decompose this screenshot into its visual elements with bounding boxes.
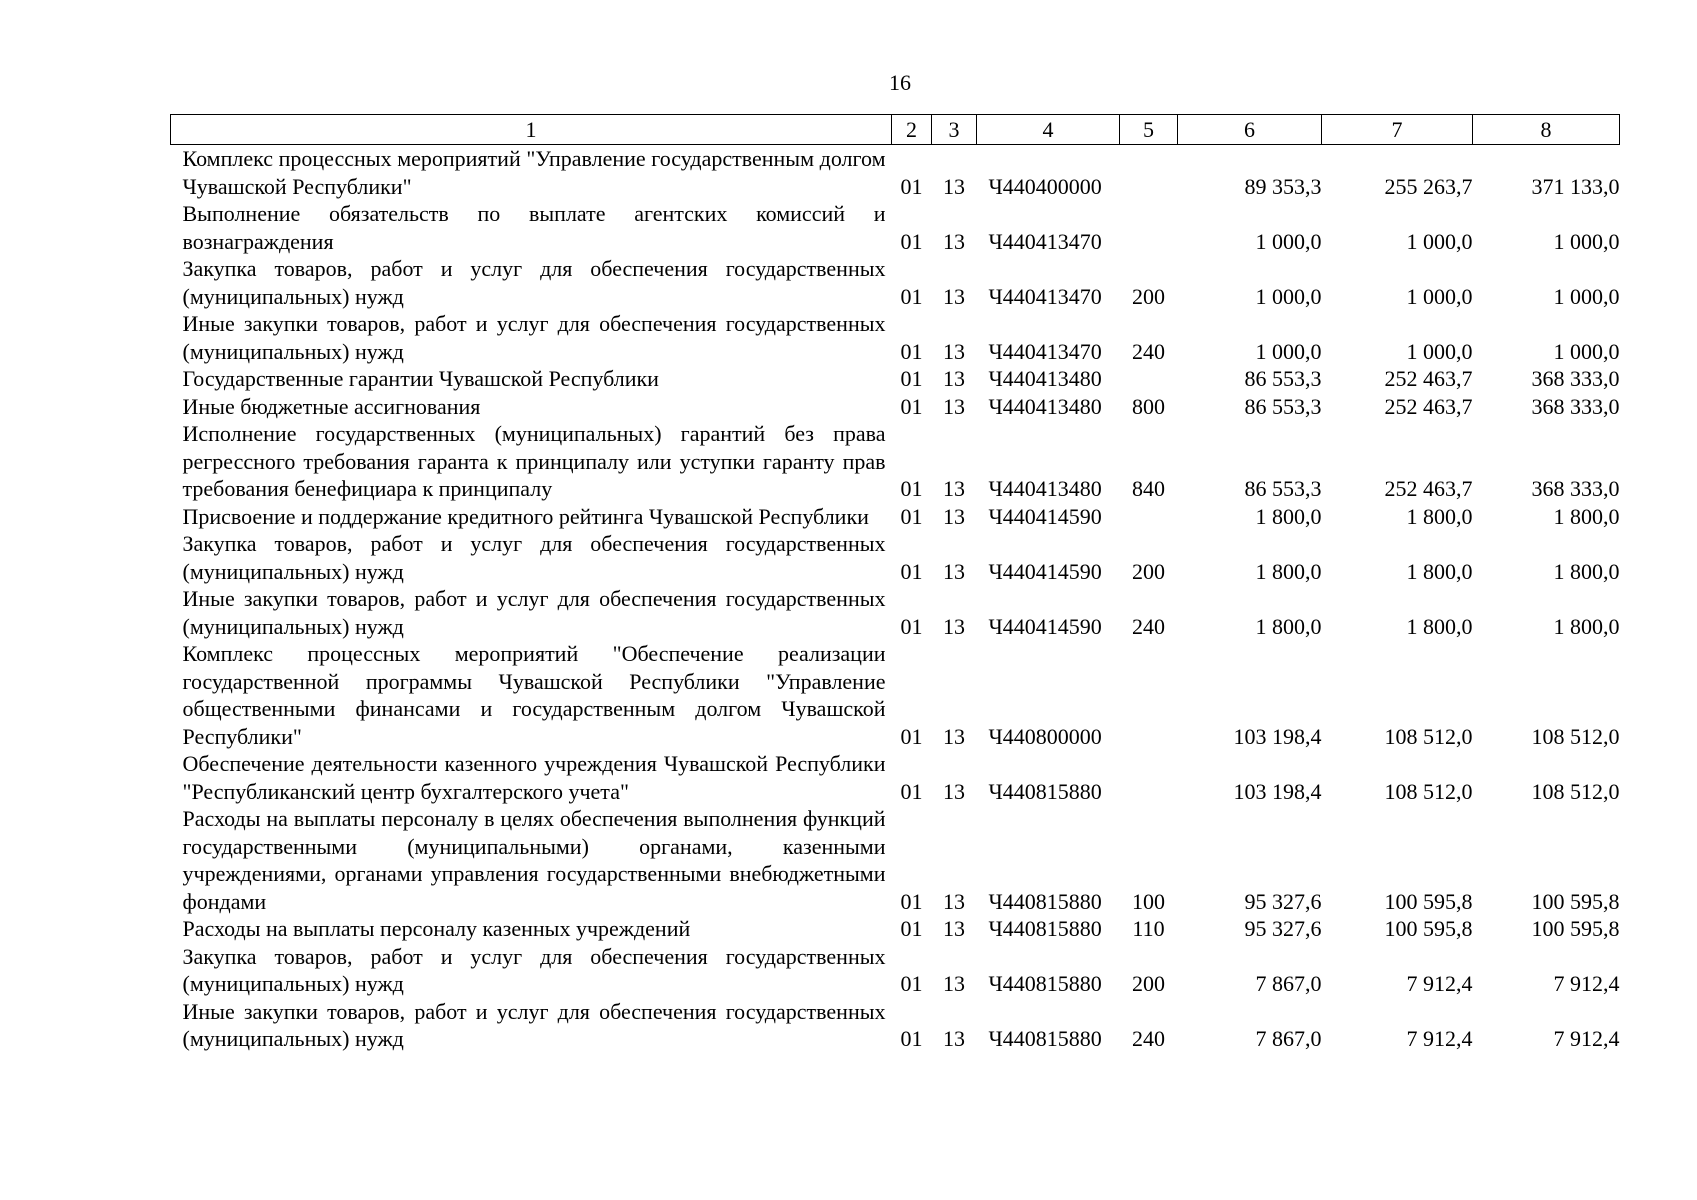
- row-target-code: Ч440413470: [988, 338, 1102, 364]
- row-value-6: 95 327,6: [1244, 888, 1322, 914]
- header-col-5: 5: [1120, 115, 1178, 145]
- row-section: 01: [900, 366, 923, 391]
- row-value-7: 252 463,7: [1384, 366, 1473, 391]
- row-value-8: 100 595,8: [1531, 888, 1620, 914]
- row-section: 01: [900, 613, 923, 639]
- row-value-7: 252 463,7: [1384, 393, 1473, 419]
- row-value-8: 1 800,0: [1553, 558, 1620, 584]
- row-value-6: 1 800,0: [1255, 613, 1322, 639]
- table-row: [171, 503, 1620, 531]
- row-value-7: 252 463,7: [1384, 476, 1473, 501]
- row-name: Обеспечение деятельности казенного учреждения Чувашской Республики "Республиканский центр бухгалтерского учета": [182, 751, 886, 804]
- row-section: 01: [900, 503, 923, 529]
- row-value-8: 368 333,0: [1531, 476, 1620, 501]
- row-target-code: Ч440413470: [988, 228, 1102, 254]
- row-name: Расходы на выплаты персоналу казенных учреждений: [182, 916, 691, 941]
- row-value-7: 1 000,0: [1406, 338, 1473, 364]
- row-target-code: Ч440413480: [988, 366, 1102, 391]
- table-body: [171, 145, 1620, 1053]
- row-subsection: 13: [943, 228, 965, 254]
- row-value-8: 1 800,0: [1553, 613, 1620, 639]
- row-expense-type: 100: [1132, 888, 1165, 914]
- row-expense-type: [1120, 640, 1178, 750]
- row-value-6: 89 353,3: [1244, 173, 1322, 199]
- row-subsection: 13: [943, 558, 965, 584]
- row-expense-type: [1120, 365, 1178, 393]
- row-subsection: 13: [943, 283, 965, 309]
- table-row: [171, 310, 1620, 365]
- row-value-6: 1 800,0: [1255, 558, 1322, 584]
- row-name: Расходы на выплаты персоналу в целях обеспечения выполнения функций государственными (муниципальными) органами, казенными учреждениями, органами управления государственными внебюджетными фондами: [182, 806, 886, 914]
- row-target-code: Ч440800000: [988, 723, 1102, 749]
- row-target-code: Ч440400000: [988, 173, 1102, 199]
- table-row: [171, 805, 1620, 915]
- row-section: 01: [900, 1026, 923, 1051]
- row-target-code: Ч440414590: [988, 503, 1102, 529]
- row-value-6: 1 000,0: [1255, 228, 1322, 254]
- row-value-7: 255 263,7: [1384, 173, 1473, 199]
- header-col-3: 3: [932, 115, 977, 145]
- table-row: [171, 420, 1620, 503]
- row-value-8: 108 512,0: [1531, 723, 1620, 749]
- row-value-7: 108 512,0: [1384, 778, 1473, 804]
- row-value-7: 7 912,4: [1406, 1026, 1473, 1051]
- table-row: [171, 915, 1620, 943]
- table-row: [171, 393, 1620, 421]
- row-target-code: Ч440414590: [988, 558, 1102, 584]
- header-col-8: 8: [1473, 115, 1620, 145]
- row-expense-type: 200: [1132, 558, 1165, 584]
- row-expense-type: [1120, 503, 1178, 531]
- table-row: [171, 998, 1620, 1053]
- row-expense-type: 240: [1132, 613, 1165, 639]
- table-row: [171, 200, 1620, 255]
- row-name: Выполнение обязательств по выплате агентских комиссий и вознаграждения: [182, 201, 886, 254]
- header-col-7: 7: [1322, 115, 1473, 145]
- row-section: 01: [900, 971, 923, 996]
- row-subsection: 13: [943, 393, 965, 419]
- row-value-8: 100 595,8: [1531, 916, 1620, 941]
- row-section: 01: [900, 778, 923, 804]
- row-section: 01: [900, 723, 923, 749]
- header-col-6: 6: [1178, 115, 1322, 145]
- row-value-7: 108 512,0: [1384, 723, 1473, 749]
- row-value-7: 1 000,0: [1406, 283, 1473, 309]
- row-value-7: 1 000,0: [1406, 228, 1473, 254]
- row-name: Закупка товаров, работ и услуг для обеспечения государственных (муниципальных) нужд: [182, 256, 886, 309]
- table-row: [171, 255, 1620, 310]
- row-section: 01: [900, 888, 923, 914]
- row-expense-type: [1120, 200, 1178, 255]
- row-value-8: 368 333,0: [1531, 366, 1620, 391]
- table-row: [171, 585, 1620, 640]
- row-value-8: 1 000,0: [1553, 338, 1620, 364]
- header-row: [171, 115, 1620, 145]
- row-name: Иные закупки товаров, работ и услуг для обеспечения государственных (муниципальных) нужд: [182, 586, 886, 639]
- row-target-code: Ч440413480: [988, 476, 1102, 501]
- row-expense-type: [1120, 750, 1178, 805]
- row-value-7: 1 800,0: [1406, 503, 1473, 529]
- row-value-7: 1 800,0: [1406, 613, 1473, 639]
- row-subsection: 13: [943, 173, 965, 199]
- row-value-7: 7 912,4: [1406, 971, 1473, 996]
- row-name: Присвоение и поддержание кредитного рейтинга Чувашской Республики: [182, 503, 869, 529]
- row-value-8: 368 333,0: [1531, 393, 1620, 419]
- row-subsection: 13: [943, 503, 965, 529]
- row-subsection: 13: [943, 888, 965, 914]
- row-section: 01: [900, 476, 923, 501]
- row-value-8: 371 133,0: [1531, 173, 1620, 199]
- row-value-8: 1 000,0: [1553, 228, 1620, 254]
- row-name: Государственные гарантии Чувашской Республики: [182, 366, 659, 391]
- row-value-8: 7 912,4: [1553, 1026, 1620, 1051]
- row-subsection: 13: [943, 1026, 965, 1051]
- table-row: [171, 640, 1620, 750]
- row-value-6: 86 553,3: [1244, 476, 1322, 501]
- table-row: [171, 145, 1620, 201]
- header-col-2: 2: [892, 115, 932, 145]
- row-target-code: Ч440815880: [988, 971, 1102, 996]
- row-section: 01: [900, 283, 923, 309]
- row-name: Закупка товаров, работ и услуг для обеспечения государственных (муниципальных) нужд: [182, 943, 886, 996]
- row-expense-type: 800: [1132, 393, 1165, 419]
- table-row: [171, 750, 1620, 805]
- row-value-6: 7 867,0: [1255, 971, 1322, 996]
- row-value-7: 100 595,8: [1384, 888, 1473, 914]
- row-value-8: 7 912,4: [1553, 971, 1620, 996]
- row-section: 01: [900, 173, 923, 199]
- row-target-code: Ч440815880: [988, 778, 1102, 804]
- row-expense-type: [1120, 145, 1178, 201]
- row-name: Иные бюджетные ассигнования: [182, 393, 481, 419]
- row-expense-type: 110: [1132, 916, 1165, 941]
- header-col-1: 1: [171, 115, 892, 145]
- row-expense-type: 240: [1132, 1026, 1165, 1051]
- row-value-6: 86 553,3: [1244, 366, 1322, 391]
- row-section: 01: [900, 393, 923, 419]
- row-name: Комплекс процессных мероприятий "Обеспечение реализации государственной программы Чувашской Республики "Управление общественными финансами и государственным долгом Чувашской Республики": [182, 641, 886, 749]
- row-section: 01: [900, 558, 923, 584]
- row-expense-type: 240: [1132, 338, 1165, 364]
- row-subsection: 13: [943, 613, 965, 639]
- row-subsection: 13: [943, 916, 965, 941]
- row-target-code: Ч440815880: [988, 888, 1102, 914]
- row-value-6: 86 553,3: [1244, 393, 1322, 419]
- row-target-code: Ч440815880: [988, 1026, 1102, 1051]
- row-subsection: 13: [943, 366, 965, 391]
- row-value-6: 1 000,0: [1255, 283, 1322, 309]
- row-value-6: 103 198,4: [1233, 723, 1322, 749]
- table-row: [171, 530, 1620, 585]
- table-header: [171, 115, 1620, 145]
- row-name: Комплекс процессных мероприятий "Управление государственным долгом Чувашской Республики": [182, 146, 886, 199]
- row-expense-type: 200: [1132, 971, 1165, 996]
- row-value-7: 100 595,8: [1384, 916, 1473, 941]
- budget-table: [170, 114, 1620, 1053]
- row-name: Исполнение государственных (муниципальных) гарантий без права регрессного требования гаранта к принципалу или уступки гаранту прав требования бенефициара к принципалу: [182, 421, 886, 501]
- row-value-6: 1 000,0: [1255, 338, 1322, 364]
- row-section: 01: [900, 916, 923, 941]
- row-value-6: 1 800,0: [1255, 503, 1322, 529]
- row-subsection: 13: [943, 778, 965, 804]
- row-value-8: 108 512,0: [1531, 778, 1620, 804]
- row-target-code: Ч440815880: [988, 916, 1102, 941]
- row-section: 01: [900, 338, 923, 364]
- row-value-8: 1 800,0: [1553, 503, 1620, 529]
- row-expense-type: 200: [1132, 283, 1165, 309]
- row-section: 01: [900, 228, 923, 254]
- page-number: 16: [889, 70, 911, 95]
- header-col-4: 4: [977, 115, 1120, 145]
- row-target-code: Ч440413470: [988, 283, 1102, 309]
- row-target-code: Ч440414590: [988, 613, 1102, 639]
- row-value-8: 1 000,0: [1553, 283, 1620, 309]
- row-target-code: Ч440413480: [988, 393, 1102, 419]
- row-name: Иные закупки товаров, работ и услуг для обеспечения государственных (муниципальных) нужд: [182, 311, 886, 364]
- row-subsection: 13: [943, 971, 965, 996]
- row-expense-type: 840: [1132, 476, 1165, 501]
- row-subsection: 13: [943, 476, 965, 501]
- table-row: [171, 365, 1620, 393]
- row-value-6: 95 327,6: [1244, 916, 1322, 941]
- row-subsection: 13: [943, 723, 965, 749]
- row-value-6: 103 198,4: [1233, 778, 1322, 804]
- row-subsection: 13: [943, 338, 965, 364]
- row-name: Закупка товаров, работ и услуг для обеспечения государственных (муниципальных) нужд: [182, 531, 886, 584]
- row-value-7: 1 800,0: [1406, 558, 1473, 584]
- row-value-6: 7 867,0: [1255, 1026, 1322, 1051]
- table-row: [171, 943, 1620, 998]
- row-name: Иные закупки товаров, работ и услуг для обеспечения государственных (муниципальных) нужд: [182, 998, 886, 1051]
